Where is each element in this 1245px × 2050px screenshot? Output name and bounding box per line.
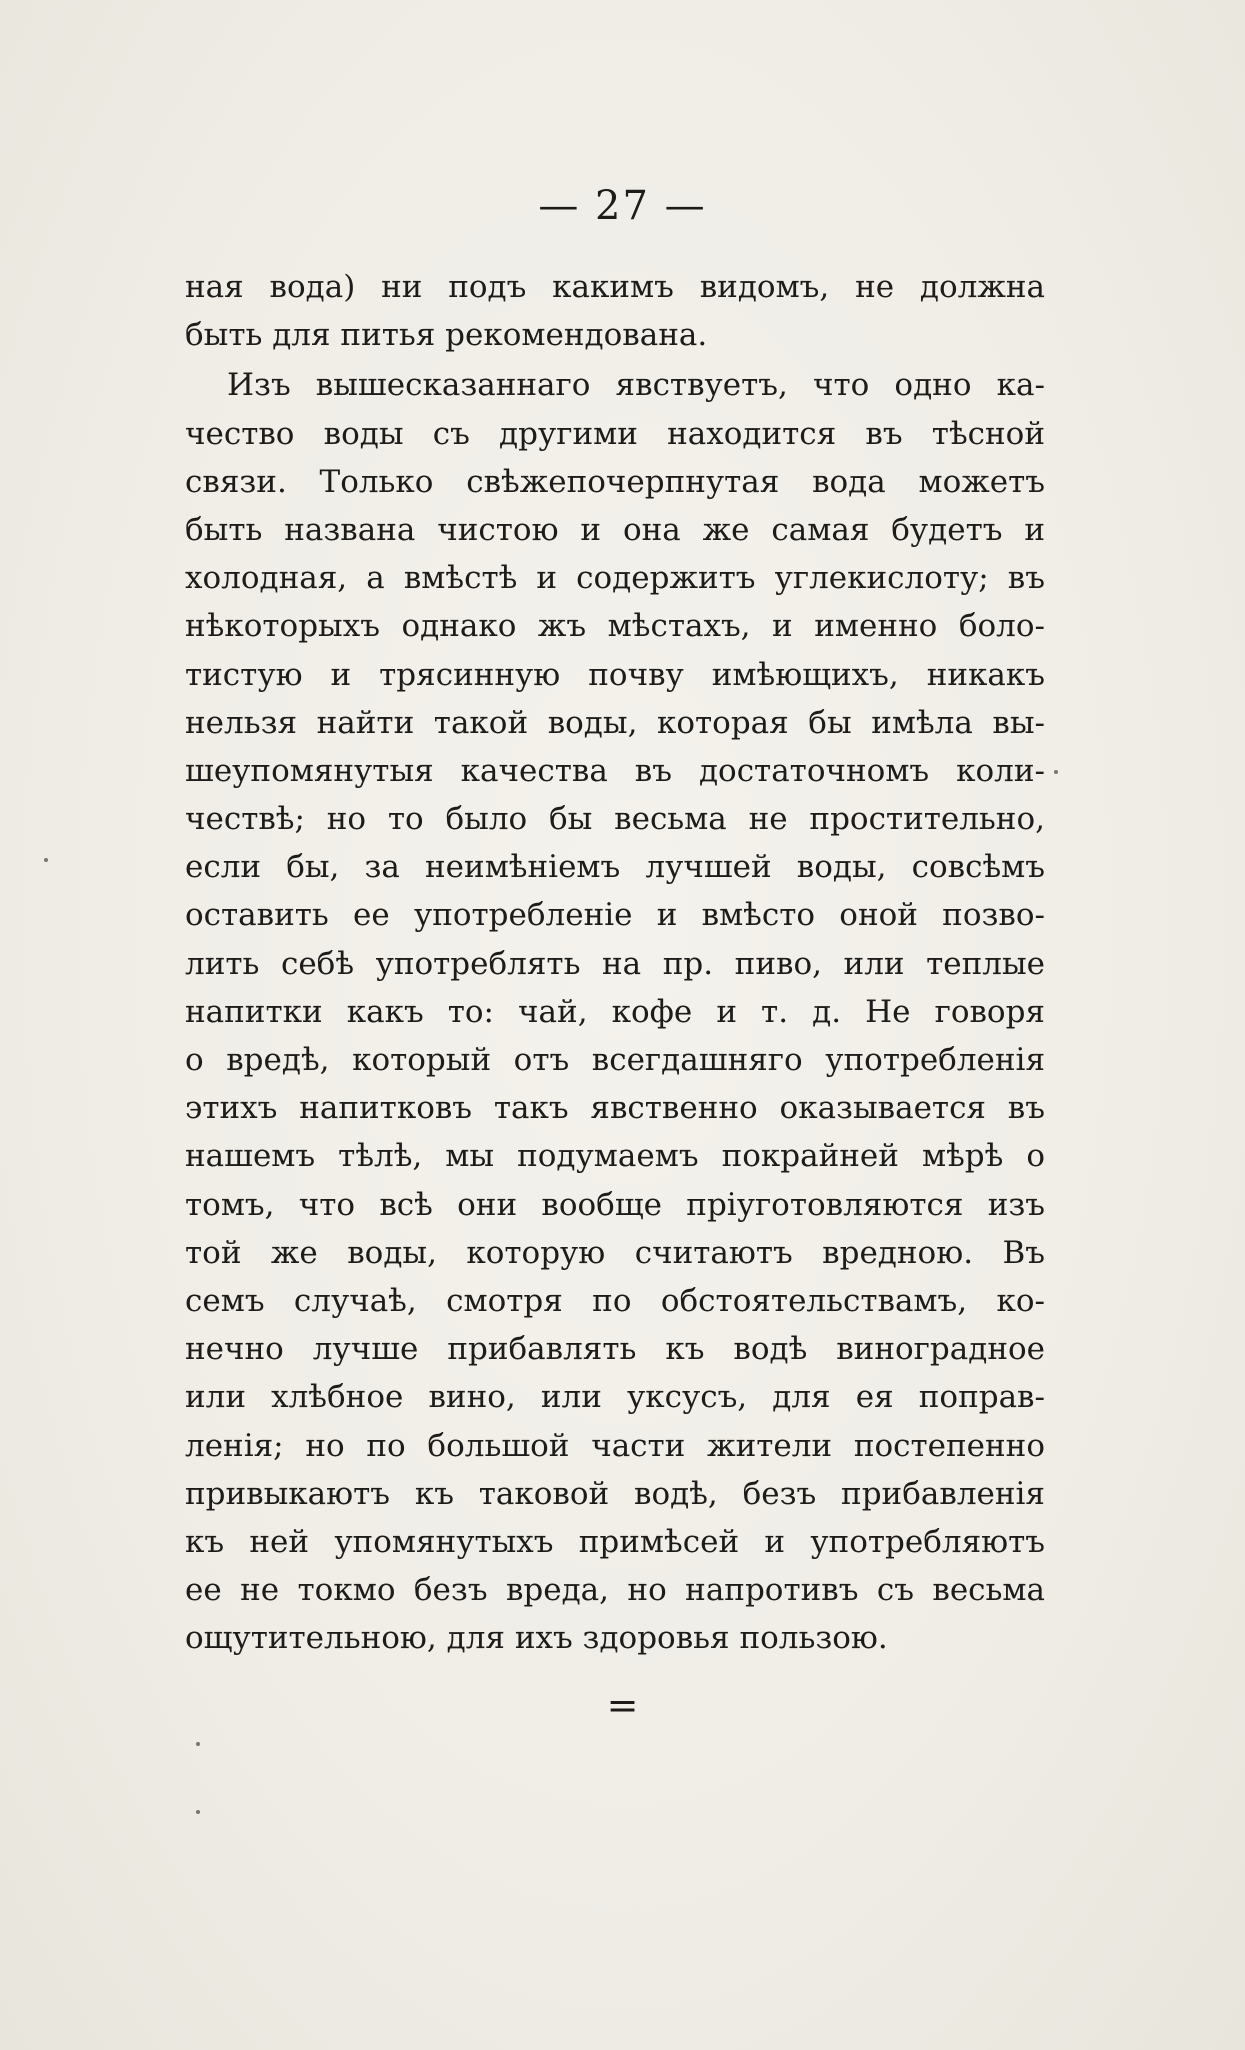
text-line: ленія; но по большой части жители постепенно	[185, 1427, 1045, 1464]
text-line: нѣкоторыхъ однако жъ мѣстахъ, и именно боло-	[185, 608, 1045, 645]
text-line: ная вода) ни подъ какимъ видомъ, не должна	[185, 269, 1045, 305]
text-line: быть для питья рекомендована.	[185, 317, 708, 354]
text-line: или хлѣбное вино, или уксусъ, для ея поправ-	[185, 1379, 1045, 1416]
text-line: быть названа чистою и она же самая будетъ и	[185, 511, 1045, 548]
body-text	[185, 263, 1045, 1662]
text-line: лить себѣ употреблять на пр. пиво, или теплые	[185, 945, 1045, 982]
text-line: ощутительною, для ихъ здоровья пользою.	[185, 1620, 888, 1657]
text-line: къ ней упомянутыхъ примѣсей и употребляютъ	[185, 1523, 1045, 1560]
paper-speck	[196, 1742, 200, 1746]
paper-speck	[44, 858, 48, 862]
text-line: этихъ напитковъ такъ явственно оказывается въ	[185, 1090, 1045, 1127]
text-line: Изъ вышесказаннаго явствуетъ, что одно ка-	[227, 367, 1045, 404]
text-line: привыкаютъ къ таковой водѣ, безъ прибавленія	[185, 1475, 1045, 1512]
text-line: той же воды, которую считаютъ вредною. Въ	[185, 1234, 1045, 1271]
text-line: семъ случаѣ, смотря по обстоятельствамъ, ко-	[185, 1282, 1045, 1319]
text-line: связи. Только свѣжепочерпнутая вода можетъ	[185, 463, 1045, 500]
paper-speck	[1054, 770, 1058, 774]
text-line: нельзя найти такой воды, которая бы имѣла вы-	[185, 704, 1045, 741]
text-line: ее не токмо безъ вреда, но напротивъ съ весьма	[185, 1572, 1045, 1609]
text-line: шеупомянутыя качества въ достаточномъ коли-	[185, 752, 1045, 789]
end-of-text-mark: =	[606, 1683, 639, 1727]
text-line: тистую и трясинную почву имѣющихъ, никакъ	[185, 656, 1045, 693]
text-line: холодная, а вмѣстѣ и содержитъ углекислоту; въ	[185, 560, 1045, 597]
text-line: о вредѣ, который отъ всегдашняго употребленія	[185, 1042, 1045, 1078]
page-number: — 27 —	[538, 183, 707, 229]
text-line: если бы, за неимѣніемъ лучшей воды, совсѣмъ	[185, 849, 1045, 886]
text-line: напитки какъ то: чай, кофе и т. д. Не говоря	[185, 993, 1045, 1030]
text-line: чествѣ; но то было бы весьма не простительно,	[185, 801, 1045, 838]
text-line: чество воды съ другими находится въ тѣсной	[185, 415, 1045, 452]
text-line: нечно лучше прибавлять къ водѣ виноградное	[185, 1331, 1045, 1368]
text-line: нашемъ тѣлѣ, мы подумаемъ покрайней мѣрѣ о	[185, 1138, 1045, 1175]
text-line: томъ, что всѣ они вообще пріуготовляются изъ	[185, 1186, 1045, 1223]
paper-speck	[196, 1810, 200, 1814]
text-line: оставить ее употребленіе и вмѣсто оной позво-	[185, 897, 1045, 934]
